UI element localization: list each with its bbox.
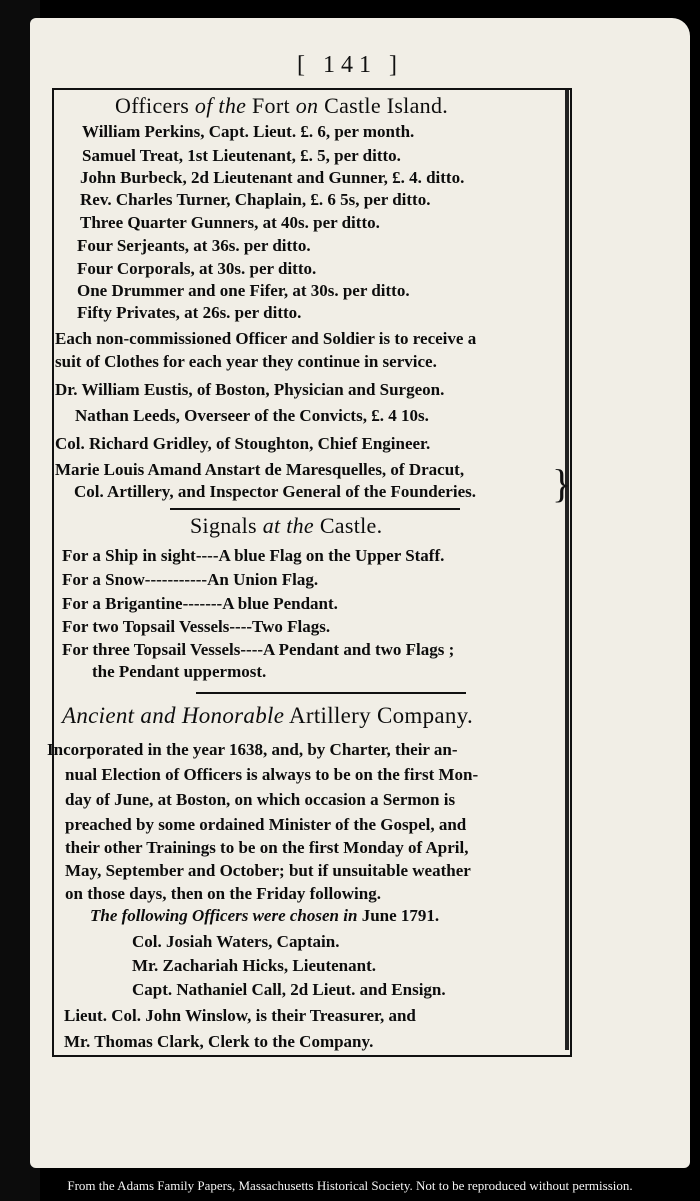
fort-line: John Burbeck, 2d Lieutenant and Gunner, £. 4. ditto. (80, 168, 465, 187)
officer-line: Lieut. Col. John Winslow, is their Treasurer, and (64, 1006, 416, 1025)
fort-line: Four Corporals, at 30s. per ditto. (77, 259, 317, 278)
fort-line: Each non-commissioned Officer and Soldier is to receive a (55, 329, 477, 348)
fort-line: Fifty Privates, at 26s. per ditto. (77, 303, 302, 322)
fort-line: Col. Richard Gridley, of Stoughton, Chief Engineer. (55, 434, 431, 453)
artillery-line: Incorporated in the year 1638, and, by Charter, their an- (47, 740, 458, 759)
section-divider (170, 508, 460, 510)
fort-line: Three Quarter Gunners, at 40s. per ditto. (80, 213, 380, 232)
artillery-line: preached by some ordained Minister of the Gospel, and (65, 815, 467, 834)
officer-line: Col. Josiah Waters, Captain. (132, 932, 340, 951)
signals-line: For two Topsail Vessels----Two Flags. (62, 617, 331, 636)
fort-heading: Officers of the Fort on Castle Island. (115, 93, 449, 118)
fort-line: William Perkins, Capt. Lieut. £. 6, per month. (82, 122, 415, 141)
section-divider (196, 692, 466, 694)
fort-line: Marie Louis Amand Anstart de Maresquelles, of Dracut, (55, 460, 465, 479)
officer-line: Mr. Zachariah Hicks, Lieutenant. (132, 956, 376, 975)
signals-line: For three Topsail Vessels----A Pendant and two Flags ; (62, 640, 455, 659)
artillery-heading: Ancient and Honorable Artillery Company. (62, 703, 474, 728)
fort-line: Dr. William Eustis, of Boston, Physician and Surgeon. (55, 380, 445, 399)
fort-line: Samuel Treat, 1st Lieutenant, £. 5, per ditto. (82, 146, 401, 165)
fort-line: Nathan Leeds, Overseer of the Convicts, £. 4 10s. (75, 406, 429, 425)
signals-line: For a Brigantine-------A blue Pendant. (62, 594, 338, 613)
artillery-line: May, September and October; but if unsuitable weather (65, 861, 471, 880)
right-margin-rule (565, 90, 569, 1050)
signals-line: For a Snow-----------An Union Flag. (62, 570, 319, 589)
officer-line: Mr. Thomas Clark, Clerk to the Company. (64, 1032, 374, 1051)
page-number: [ 141 ] (297, 52, 403, 78)
artillery-line: their other Trainings to be on the first Monday of April, (65, 838, 469, 857)
brace-mark: } (552, 461, 572, 506)
officers-intro: The following Officers were chosen in June 1791. (90, 906, 440, 925)
artillery-line: on those days, then on the Friday following. (65, 884, 381, 903)
signals-line: the Pendant uppermost. (92, 662, 267, 681)
signals-line: For a Ship in sight----A blue Flag on the Upper Staff. (62, 546, 445, 565)
artillery-line: day of June, at Boston, on which occasion a Sermon is (65, 790, 456, 809)
signals-heading: Signals at the Castle. (190, 513, 383, 538)
fort-line: Four Serjeants, at 36s. per ditto. (77, 236, 311, 255)
fort-line: Rev. Charles Turner, Chaplain, £. 6 5s, per ditto. (80, 190, 431, 209)
fort-line: Col. Artillery, and Inspector General of the Founderies. (74, 482, 476, 501)
artillery-line: nual Election of Officers is always to be on the first Mon- (65, 765, 479, 784)
fort-line: One Drummer and one Fifer, at 30s. per ditto. (77, 281, 410, 300)
fort-line: suit of Clothes for each year they continue in service. (55, 352, 437, 371)
footer-credit: From the Adams Family Papers, Massachusetts Historical Society. Not to be reproduced without permission. (67, 1178, 633, 1193)
officer-line: Capt. Nathaniel Call, 2d Lieut. and Ensign. (132, 980, 446, 999)
